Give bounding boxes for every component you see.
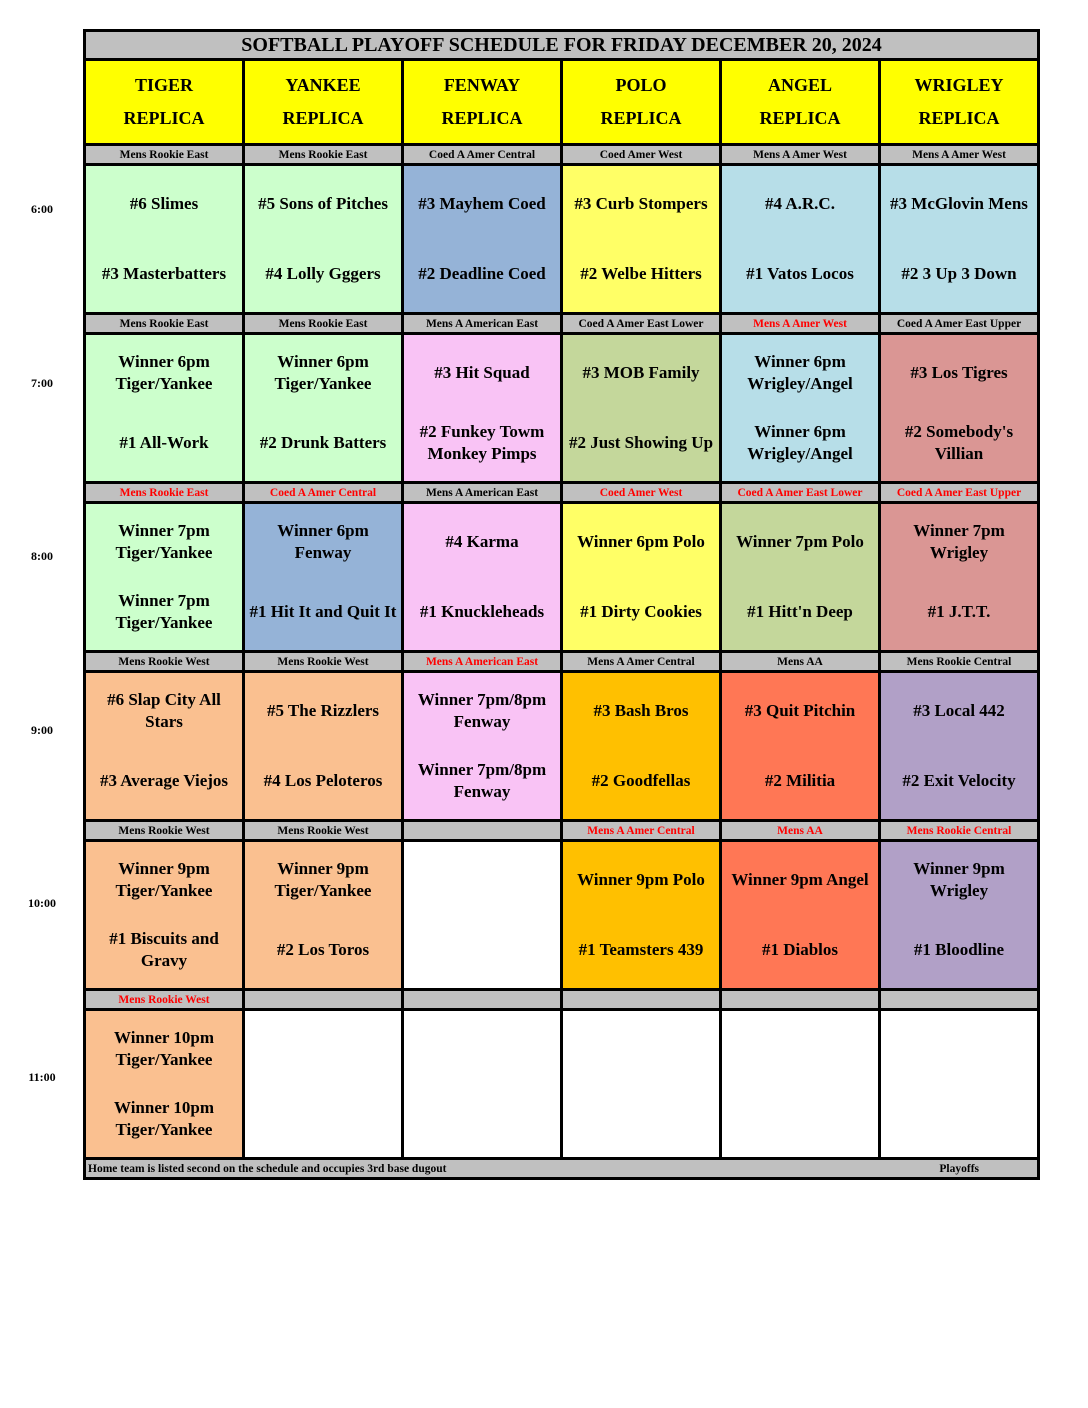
game-row [85,1010,1039,1159]
game-cell [244,503,403,652]
division-row [85,314,1039,334]
away-team [881,1014,1037,1084]
division-label [562,990,721,1010]
away-team: Winner 9pm Tiger/Yankee [274,859,372,900]
home-team: #1 Bloodline [913,940,1005,959]
home-team: #1 Teamsters 439 [578,940,704,959]
home-team [245,1084,401,1154]
field-subtitle: REPLICA [918,108,1000,128]
away-team: Winner 9pm Wrigley [913,859,1005,900]
time-label: 8:00 [31,549,53,563]
division-label: Mens Rookie East [244,314,403,334]
away-team: Winner 7pm Wrigley [913,521,1005,562]
game-row [85,503,1039,652]
footer-row [85,1159,1039,1179]
division-label: Coed A Amer Central [244,483,403,503]
game-cell [562,165,721,314]
division-label: Coed A Amer East Upper [880,314,1039,334]
division-label: Coed A Amer East Lower [562,314,721,334]
game-cell [880,334,1039,483]
field-header-tiger [85,60,244,145]
division-label: Coed Amer West [562,145,721,165]
away-team: #3 Curb Stompers [574,194,708,213]
game-cell [403,503,562,652]
home-team: #2 3 Up 3 Down [901,264,1017,283]
game-cell [244,1010,403,1159]
away-team [245,1014,401,1084]
home-team: #2 Just Showing Up [568,433,714,452]
division-label: Mens Rookie West [85,652,244,672]
away-team: #3 MOB Family [582,363,700,382]
away-team: #3 Los Tigres [910,363,1008,382]
away-team: Winner 6pm Fenway [277,521,369,562]
division-label: Mens Rookie West [85,990,244,1010]
field-name: FENWAY [443,75,521,95]
game-cell [562,841,721,990]
division-label: Coed A Amer Central [403,145,562,165]
time-label: 10:00 [28,896,56,910]
game-cell [721,841,880,990]
away-team: Winner 9pm Polo [577,870,705,889]
away-team: #4 Karma [445,532,519,551]
game-row [85,672,1039,821]
field-header-angel [721,60,880,145]
home-team: #1 All-Work [119,433,209,452]
field-subtitle: REPLICA [600,108,682,128]
division-label: Mens Rookie West [85,821,244,841]
game-cell [85,841,244,990]
division-label: Mens A Amer Central [562,652,721,672]
division-label: Mens Rookie West [244,652,403,672]
field-name: WRIGLEY [914,75,1004,95]
division-label: Mens A Amer West [721,145,880,165]
away-team [404,1014,560,1084]
game-cell [403,334,562,483]
home-team: Winner 7pm Tiger/Yankee [115,591,213,632]
away-team: #3 Local 442 [913,701,1005,720]
away-team: Winner 10pm Tiger/Yankee [114,1028,214,1069]
game-cell [721,334,880,483]
division-label: Mens Rookie Central [880,821,1039,841]
field-name: TIGER [134,75,194,95]
division-label: Coed Amer West [562,483,721,503]
division-label: Mens AA [721,821,880,841]
game-cell [562,334,721,483]
game-cell [244,334,403,483]
home-team: #2 Drunk Batters [259,433,387,452]
game-cell [244,672,403,821]
game-cell [880,1010,1039,1159]
home-team [404,915,560,985]
away-team: Winner 9pm Angel [731,870,869,889]
field-subtitle: REPLICA [123,108,205,128]
home-team: #1 Vatos Locos [746,264,854,283]
home-team: #4 Los Peloteros [263,771,383,790]
footer-label: Playoffs [939,1162,979,1175]
game-cell [562,503,721,652]
away-team: Winner 6pm Polo [577,532,705,551]
game-cell [403,165,562,314]
division-label: Mens Rookie East [85,145,244,165]
field-header-fenway [403,60,562,145]
time-label: 9:00 [31,722,53,737]
home-team: #1 Dirty Cookies [580,602,702,621]
home-team: #2 Funkey Towm Monkey Pimps [419,422,545,463]
away-team: #4 A.R.C. [765,194,835,213]
away-team: #3 Mayhem Coed [418,194,546,213]
game-cell [244,841,403,990]
away-team: #3 McGlovin Mens [890,194,1028,213]
game-cell [403,1010,562,1159]
home-team: #2 Militia [764,771,836,790]
division-label [403,821,562,841]
away-team: #6 Slap City All Stars [107,690,221,731]
home-team: Winner 6pm Wrigley/Angel [747,422,853,463]
away-team: #3 Quit Pitchin [744,701,856,720]
division-label [244,990,403,1010]
home-team: #2 Deadline Coed [418,264,546,283]
field-subtitle: REPLICA [282,108,364,128]
game-row [85,334,1039,483]
game-cell [403,841,562,990]
home-team: #1 Hitt'n Deep [747,602,853,621]
away-team [404,845,560,915]
division-label [721,990,880,1010]
home-team: #2 Los Toros [276,940,370,959]
home-team: #4 Lolly Gggers [265,264,381,283]
time-label: 7:00 [31,375,53,390]
division-row [85,652,1039,672]
field-header-wrigley [880,60,1039,145]
away-team [722,1014,878,1084]
game-cell [880,841,1039,990]
away-team: Winner 6pm Tiger/Yankee [274,352,372,393]
division-label: Mens Rookie East [244,145,403,165]
home-team: #1 Knuckleheads [419,602,545,621]
footer-note: Home team is listed second on the schedule and occupies 3rd base dugout [88,1162,447,1175]
game-cell [721,165,880,314]
home-team [563,1084,719,1154]
away-team: Winner 6pm Tiger/Yankee [115,352,213,393]
game-cell [880,503,1039,652]
home-team: #3 Masterbatters [101,264,227,283]
division-label: Mens Rookie West [244,821,403,841]
away-team: #5 Sons of Pitches [258,194,388,213]
away-team: #3 Hit Squad [434,363,530,382]
game-cell [85,503,244,652]
division-label: Coed A Amer East Upper [880,483,1039,503]
home-team [404,1084,560,1154]
away-team [563,1014,719,1084]
division-label: Mens A American East [403,483,562,503]
schedule-table [83,29,1040,1180]
game-cell [880,165,1039,314]
home-team: #2 Welbe Hitters [580,264,702,283]
away-team: Winner 9pm Tiger/Yankee [115,859,213,900]
division-row [85,145,1039,165]
game-cell [244,165,403,314]
game-cell [721,1010,880,1159]
home-team: #2 Exit Velocity [902,771,1016,790]
time-label: 6:00 [31,202,53,216]
away-team: Winner 7pm Tiger/Yankee [115,521,213,562]
away-team: Winner 6pm Wrigley/Angel [747,352,853,393]
division-label: Mens A Amer West [721,314,880,334]
away-team: Winner 7pm Polo [736,532,864,551]
home-team: #1 Hit It and Quit It [249,602,397,621]
home-team: #2 Goodfellas [591,771,691,790]
time-label: 11:00 [28,1069,56,1084]
away-team: Winner 7pm/8pm Fenway [417,690,547,731]
game-row [85,841,1039,990]
field-header-polo [562,60,721,145]
home-team: #1 Biscuits and Gravy [109,929,219,970]
division-label: Mens A American East [403,314,562,334]
division-row [85,990,1039,1010]
game-cell [85,672,244,821]
game-row [85,165,1039,314]
division-label: Mens AA [721,652,880,672]
home-team [881,1084,1037,1154]
division-label [403,990,562,1010]
field-subtitle: REPLICA [759,108,841,128]
game-cell [562,672,721,821]
game-cell [85,165,244,314]
field-name: POLO [615,75,667,95]
game-cell [85,334,244,483]
game-cell [403,672,562,821]
division-label: Mens A American East [403,652,562,672]
home-team: Winner 10pm Tiger/Yankee [114,1098,214,1139]
division-row [85,483,1039,503]
home-team: #3 Average Viejos [99,771,229,790]
game-cell [721,503,880,652]
away-team: #5 The Rizzlers [266,701,380,720]
game-cell [562,1010,721,1159]
division-label: Mens Rookie East [85,314,244,334]
field-header-row [85,60,1039,145]
division-label: Mens Rookie Central [880,652,1039,672]
division-label: Mens A Amer West [880,145,1039,165]
division-label [880,990,1039,1010]
page-title: SOFTBALL PLAYOFF SCHEDULE FOR FRIDAY DECEMBER 20, 2024 [85,31,1039,60]
game-cell [721,672,880,821]
field-header-yankee [244,60,403,145]
field-name: ANGEL [767,75,832,95]
field-name: YANKEE [285,75,361,95]
division-label: Mens Rookie East [85,483,244,503]
home-team: #1 Diablos [761,940,839,959]
division-label: Coed A Amer East Lower [721,483,880,503]
title-row [85,31,1039,60]
home-team: #1 J.T.T. [927,602,991,621]
home-team: Winner 7pm/8pm Fenway [417,760,547,801]
field-subtitle: REPLICA [441,108,523,128]
division-row [85,821,1039,841]
away-team: #6 Slimes [129,194,199,213]
game-cell [880,672,1039,821]
home-team: #2 Somebody's Villian [904,422,1014,463]
home-team [722,1084,878,1154]
away-team: #3 Bash Bros [593,701,689,720]
game-cell [85,1010,244,1159]
footer-cell [85,1159,1039,1179]
division-label: Mens A Amer Central [562,821,721,841]
